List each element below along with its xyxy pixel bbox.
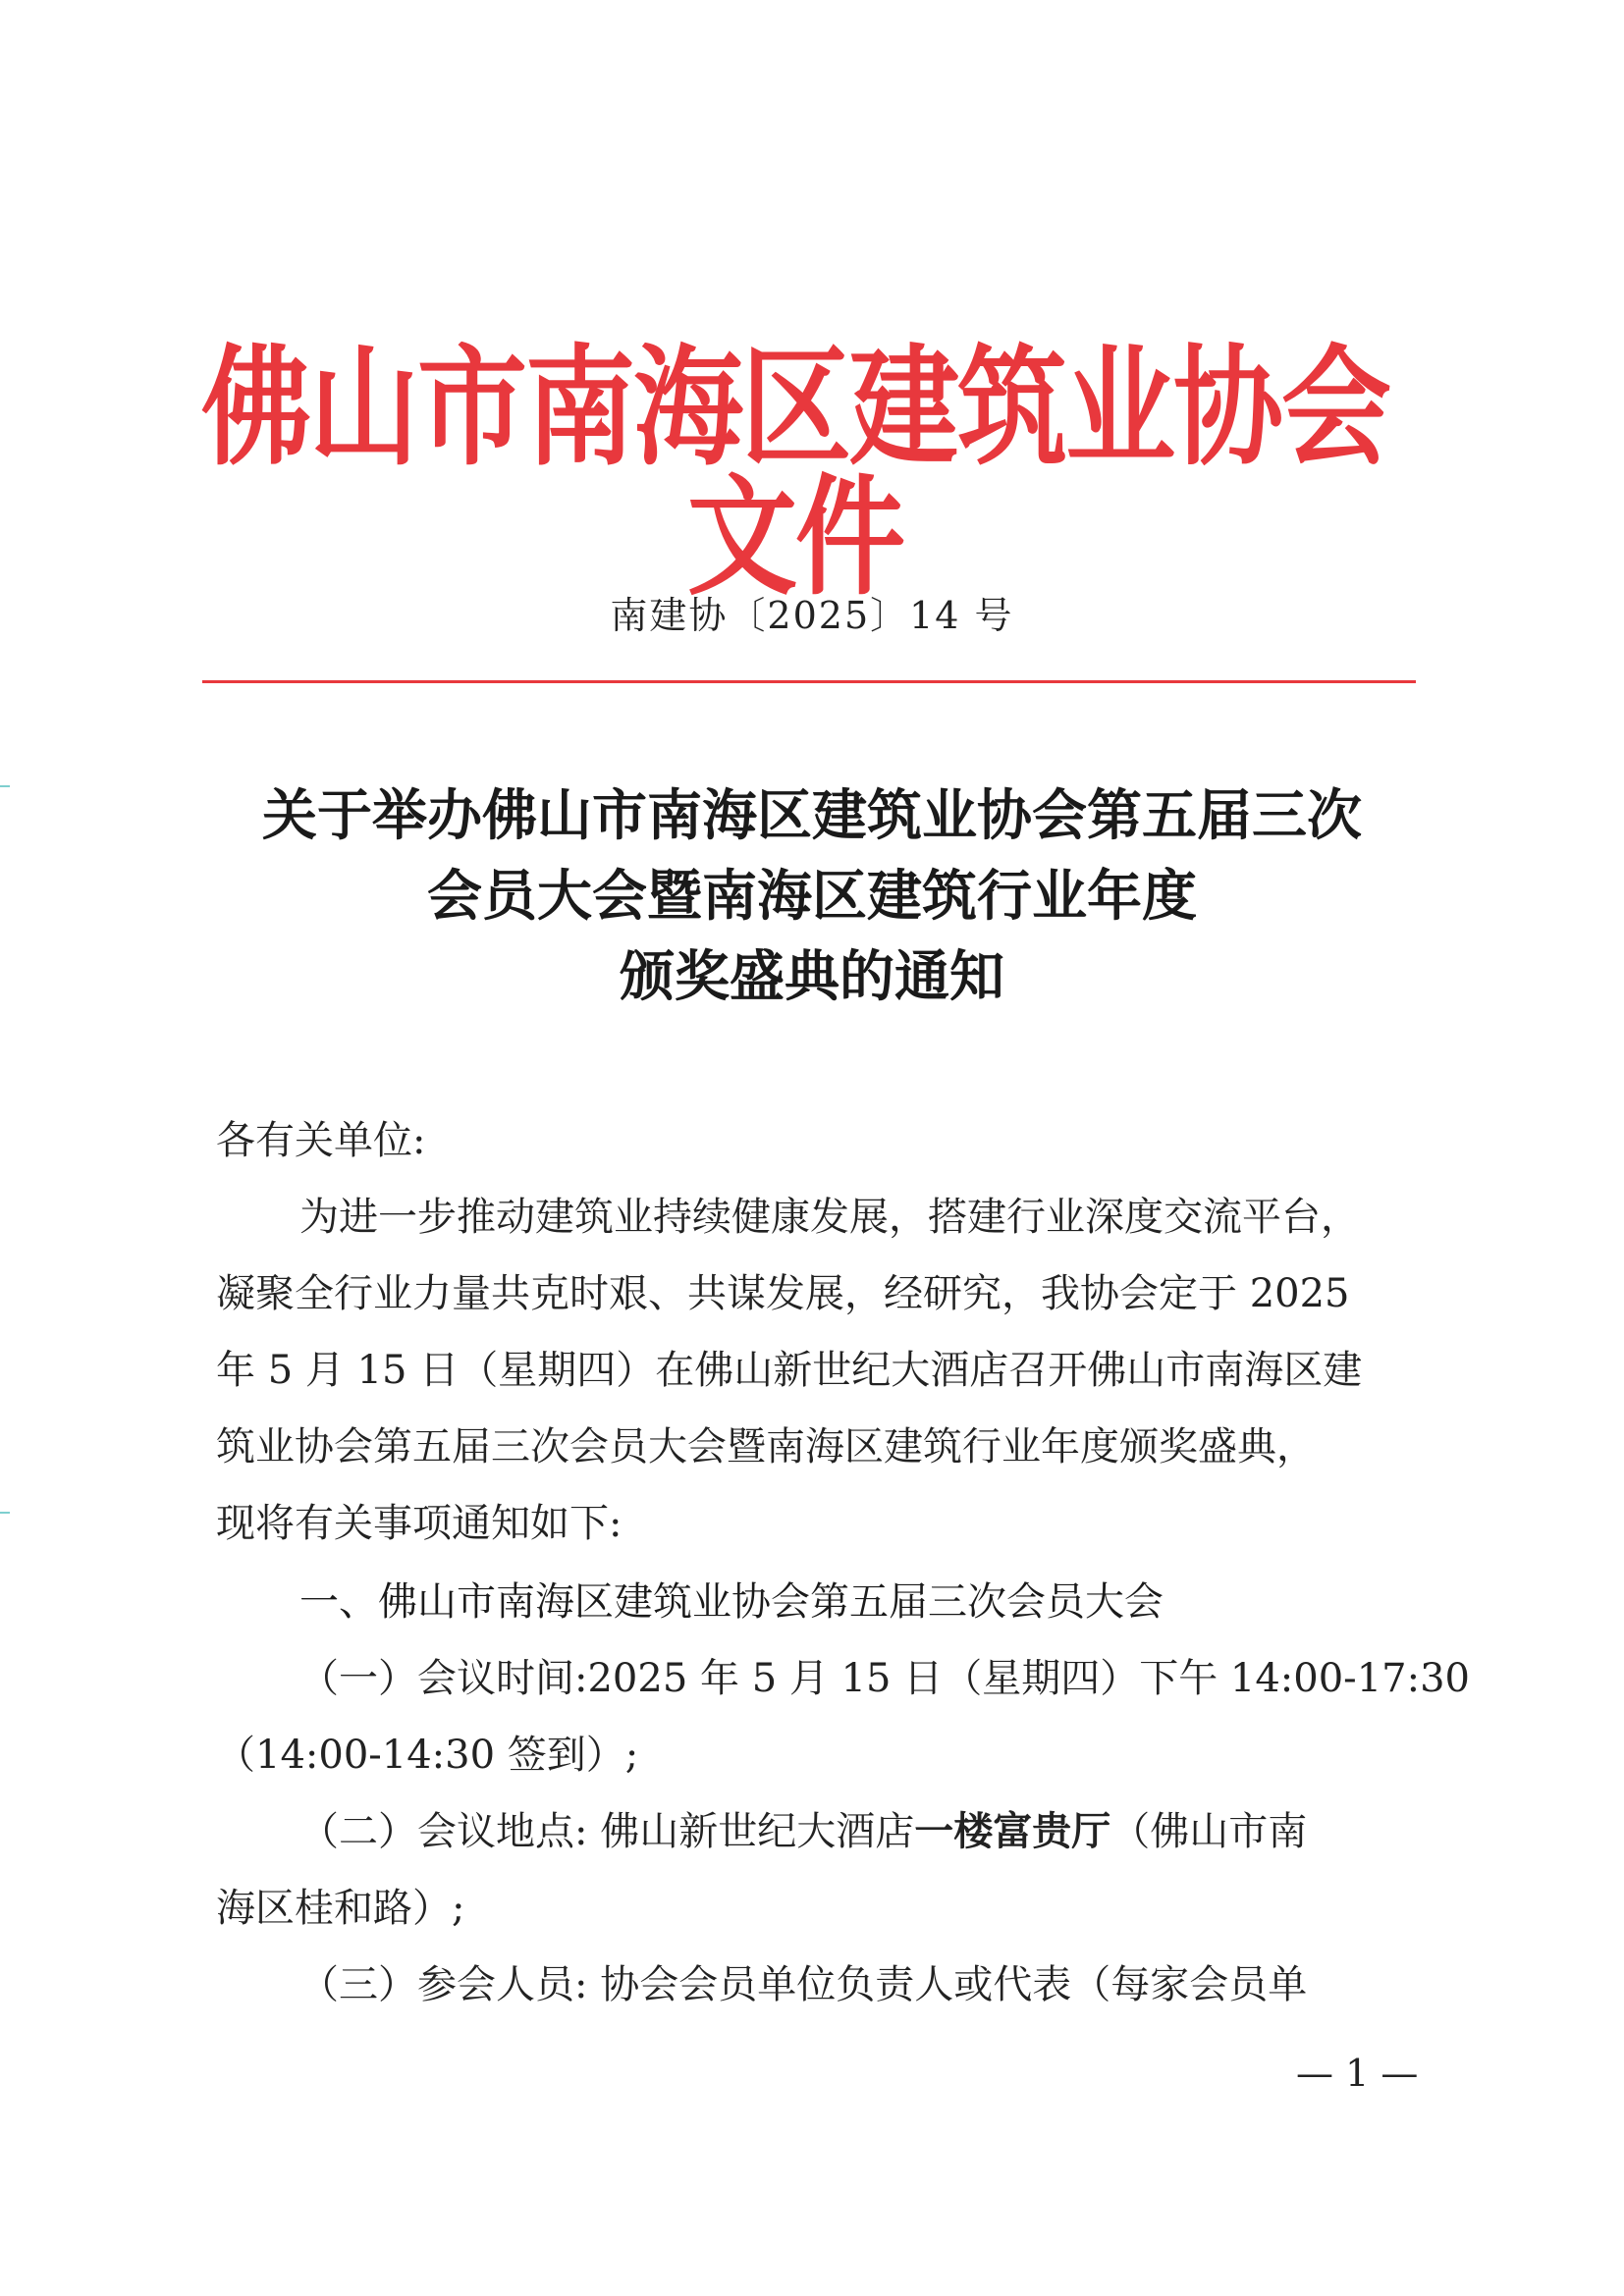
item-venue-suffix: （佛山市南 [1110, 1809, 1308, 1854]
document-number: 南建协〔2025〕14 号 [610, 594, 1014, 637]
red-divider-line [202, 680, 1416, 683]
intro-line: 年 5 月 15 日（星期四）在佛山新世纪大酒店召开佛山市南海区建 [216, 1348, 1363, 1393]
scan-margin-mark [0, 1512, 10, 1514]
title-line: 关于举办佛山市南海区建筑业协会第五届三次 [262, 783, 1362, 848]
intro-line: 凝聚全行业力量共克时艰、共谋发展，经研究，我协会定于 2025 [216, 1271, 1350, 1316]
title-line: 会员大会暨南海区建筑行业年度 [427, 864, 1197, 929]
page-number: — 1 — [1296, 2052, 1419, 2095]
item-time: （一）会议时间:2025 年 5 月 15 日（星期四）下午 14:00-17:30 [299, 1656, 1470, 1701]
item-venue [299, 1800, 1307, 1856]
item-venue-address: 海区桂和路）; [216, 1886, 465, 1931]
masthead: 佛山市南海区建筑业协会文件 [201, 333, 1389, 614]
item-venue-prefix: （二）会议地点: 佛山新世纪大酒店 [299, 1809, 915, 1854]
intro-line: 为进一步推动建筑业持续健康发展，搭建行业深度交流平台， [299, 1195, 1360, 1240]
section-heading: 一、佛山市南海区建筑业协会第五届三次会员大会 [299, 1579, 1164, 1625]
title-line: 颁奖盛典的通知 [620, 944, 1004, 1009]
salutation: 各有关单位: [216, 1118, 426, 1163]
scan-margin-mark [0, 785, 10, 787]
item-attendees: （三）参会人员: 协会会员单位负责人或代表（每家会员单 [299, 1962, 1308, 2007]
document-title [157, 775, 1467, 1017]
item-venue-emphasis: 一楼富贵厅 [914, 1809, 1111, 1854]
intro-line: 现将有关事项通知如下: [216, 1501, 623, 1546]
intro-line: 筑业协会第五届三次会员大会暨南海区建筑行业年度颁奖盛典， [216, 1424, 1316, 1469]
item-time-signin: （14:00-14:30 签到）; [216, 1733, 639, 1778]
